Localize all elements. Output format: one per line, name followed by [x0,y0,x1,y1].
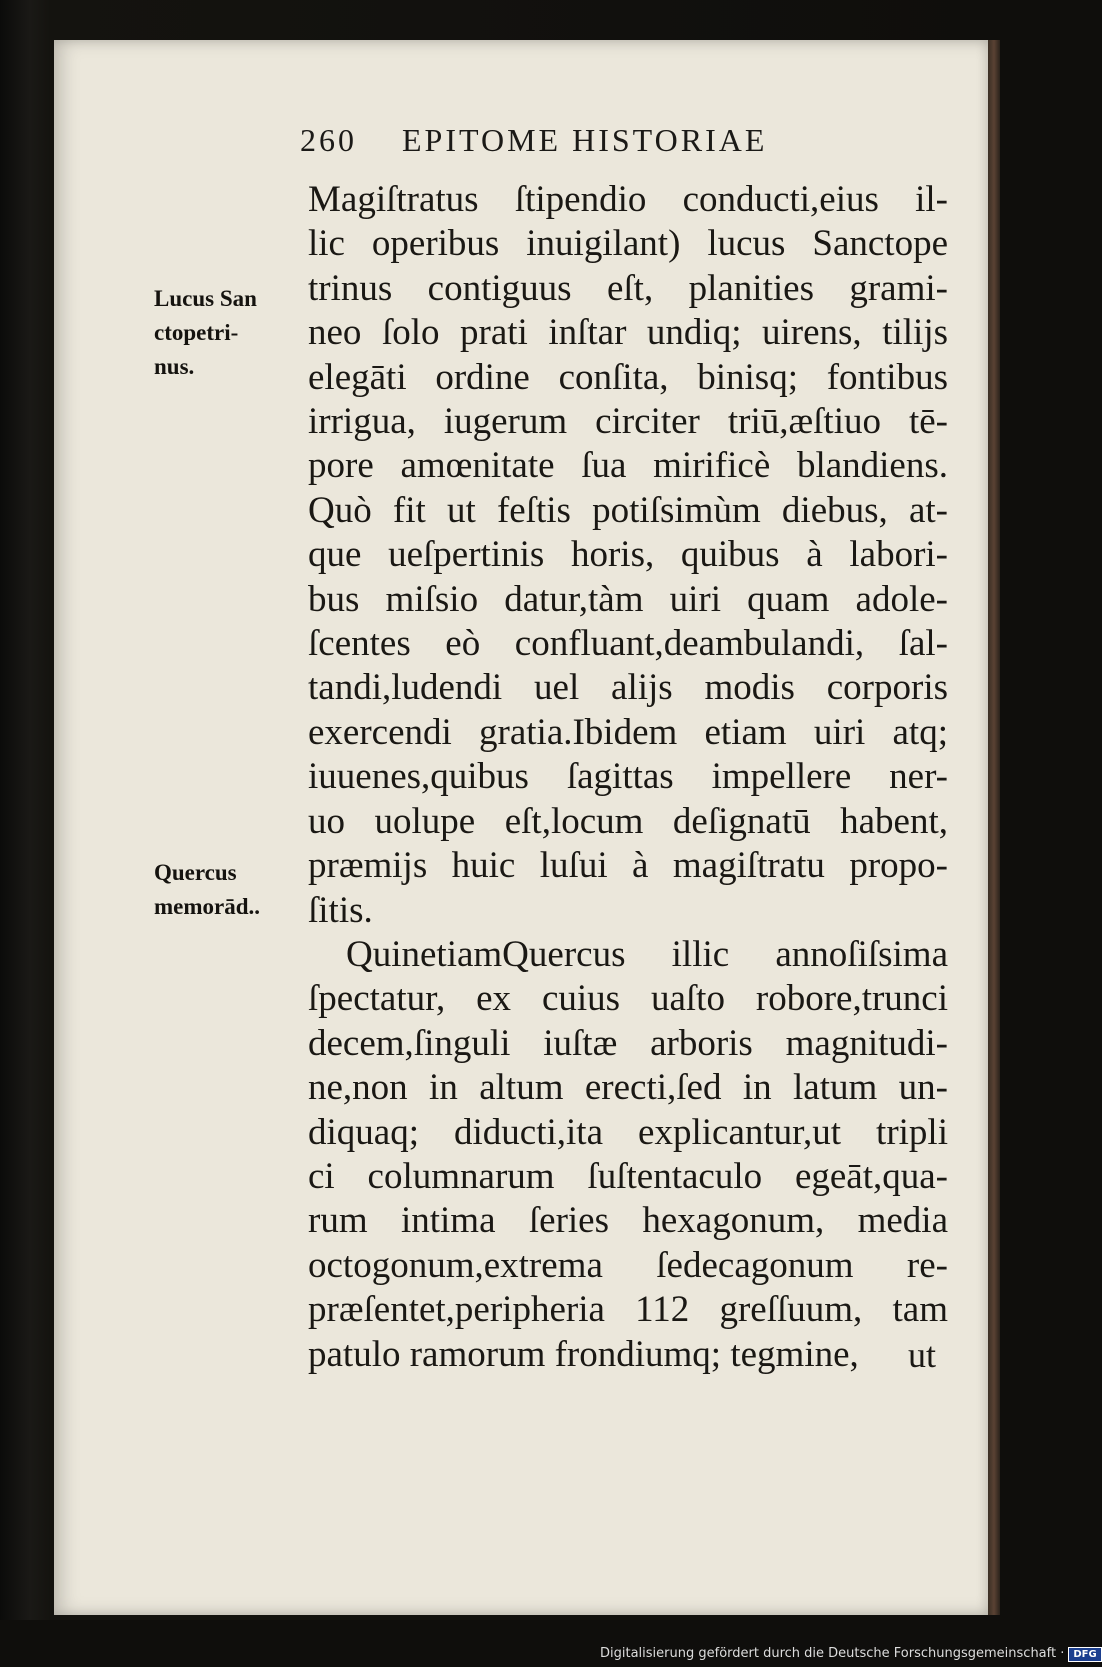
marginal-note-line: Quercus [154,860,237,885]
text-line: decem,ſinguli iuſtæ arboris magnitudi- [308,1022,948,1064]
page-number: 260 [300,122,357,158]
text-line: QuinetiamQuercus illic annoſiſsima [346,933,948,975]
text-line: ci columnarum ſuſtentaculo egeāt,qua- [308,1155,948,1197]
marginal-note-lucus [154,282,304,384]
text-line: neo ſolo prati inſtar undiq; uirens, tilijs [308,312,948,354]
text-line: rum intima ſeries hexagonum, media [308,1200,948,1242]
text-line: præſentet,peripheria 112 greſſuum, tam [308,1289,948,1331]
text-line: Magiſtratus ſtipendio conducti,eius il- [308,179,948,220]
page-edge [988,40,1000,1615]
text-line: lic operibus inuigilant) lucus Sanctope [308,223,948,265]
marginal-note-line: nus. [154,354,195,379]
text-line: patulo ramorum frondiumq; tegmine, [308,1333,859,1375]
text-line: ſitis. [308,889,373,931]
running-head [300,122,767,159]
marginal-note-line: Lucus San [154,286,257,311]
footer-credit-text: Digitalisierung gefördert durch die Deutsche Forschungsgemeinschaft · [600,1646,1065,1661]
text-line: ne,non in altum erecti,ſed in latum un- [308,1067,948,1109]
text-line: præmijs huic luſui à magiſtratu propo- [308,845,948,887]
body-text [308,178,948,1377]
text-line: diquaq; diducti,ita explicantur,ut tripli [308,1111,948,1153]
text-line: bus miſsio datur,tàm uiri quam adole- [308,578,948,620]
marginal-note-line: ctopetri- [154,320,239,345]
text-line: irrigua, iugerum circiter triū,æſtiuo tē- [308,401,948,443]
text-line: exercendi gratia.Ibidem etiam uiri atq; [308,711,948,753]
text-line: tandi,ludendi uel alijs modis corporis [308,667,948,709]
running-title: EPITOME HISTORIAE [402,122,768,158]
catchword: ut [908,1335,937,1375]
text-line: Quò fit ut feſtis potiſsimùm diebus, at- [308,489,948,531]
marginal-note-quercus [154,856,304,924]
text-line: ſcentes eò confluant,deambulandi, ſal- [308,623,948,665]
text-line: que ueſpertinis horis, quibus à labori- [308,534,948,576]
dfg-logo: DFG [1068,1647,1101,1662]
text-line: octogonum,extrema ſedecagonum re- [308,1244,948,1286]
text-line: ſpectatur, ex cuius uaſto robore,trunci [308,978,948,1020]
text-line: pore amœnitate ſua mirificè blandiens. [308,445,948,487]
marginal-note-line: memorād.. [154,894,261,919]
text-line: iuuenes,quibus ſagittas impellere ner- [308,756,948,798]
text-line: uo uolupe eſt,locum deſignatū habent, [308,800,948,842]
text-line: elegāti ordine conſita, binisq; fontibus [308,356,948,398]
footer-credit [600,1646,1097,1662]
text-line: trinus contiguus eſt, planities grami- [308,267,948,309]
